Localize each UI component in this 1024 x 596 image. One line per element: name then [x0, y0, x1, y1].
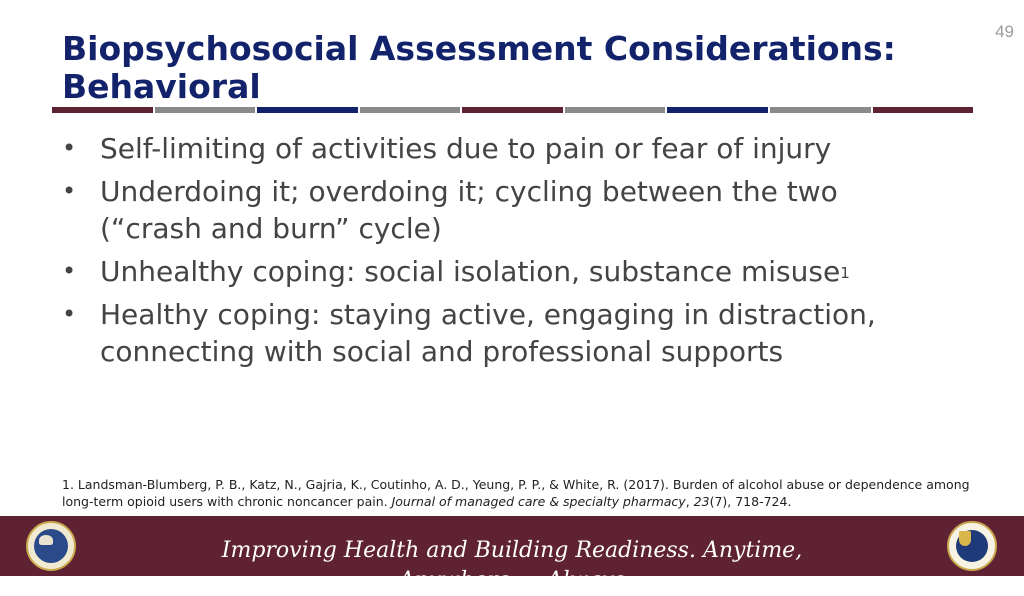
rule-segment [565, 107, 666, 113]
footer-tagline: Improving Health and Building Readiness. Anytime, Anywhere — Always [221, 538, 803, 593]
rule-segment [155, 107, 256, 113]
reference-volume: 23 [693, 494, 710, 509]
rule-segment [462, 107, 563, 113]
bullet-list [62, 130, 942, 376]
bullet-item [62, 173, 942, 247]
reference-text: 1. Landsman-Blumberg, P. B., Katz, N., Gajria, K., Coutinho, A. D., Yeung, P. P., & White, R. (2017). Burden of alcohol abuse or dependence among long-term opioid users with chronic noncancer pain. [62, 477, 970, 509]
bullet-text: Underdoing it; overdoing it; cycling between the two (“crash and burn” cycle) [100, 175, 838, 245]
bullet-text: Self-limiting of activities due to pain or fear of injury [100, 132, 832, 165]
slide-title: Biopsychosocial Assessment Considerations: Behavioral [62, 29, 896, 106]
rule-segment [257, 107, 358, 113]
rule-segment [667, 107, 768, 113]
rule-segment [770, 107, 871, 113]
seal-center [34, 529, 68, 563]
rule-segment [52, 107, 153, 113]
bullet-item [62, 253, 942, 290]
reference-citation [62, 476, 972, 510]
eagle-icon [39, 535, 53, 545]
rule-segment [360, 107, 461, 113]
dod-seal-logo [26, 521, 76, 571]
rule-segment [873, 107, 974, 113]
bullet-item [62, 130, 942, 167]
dha-seal-logo [947, 521, 997, 571]
bullet-text: Healthy coping: staying active, engaging in distraction, connecting with social and professional supports [100, 298, 876, 368]
bullet-dot-icon: • [62, 257, 77, 285]
reference-pages: (7), 718-724. [709, 494, 792, 509]
bullet-dot-icon: • [62, 300, 77, 328]
bullet-text: Unhealthy coping: social isolation, substance misuse [100, 255, 841, 288]
reference-journal: Journal of managed care & specialty pharmacy [391, 494, 686, 509]
bullet-dot-icon: • [62, 177, 77, 205]
slide-number: 49 [995, 22, 1014, 41]
bullet-item [62, 296, 942, 370]
footer-bar [0, 516, 1024, 593]
title-underline [52, 107, 973, 113]
shield-icon [959, 531, 971, 546]
bullet-dot-icon: • [62, 134, 77, 162]
reference-separator: , [685, 494, 694, 509]
footnote-marker: 1 [840, 264, 850, 282]
